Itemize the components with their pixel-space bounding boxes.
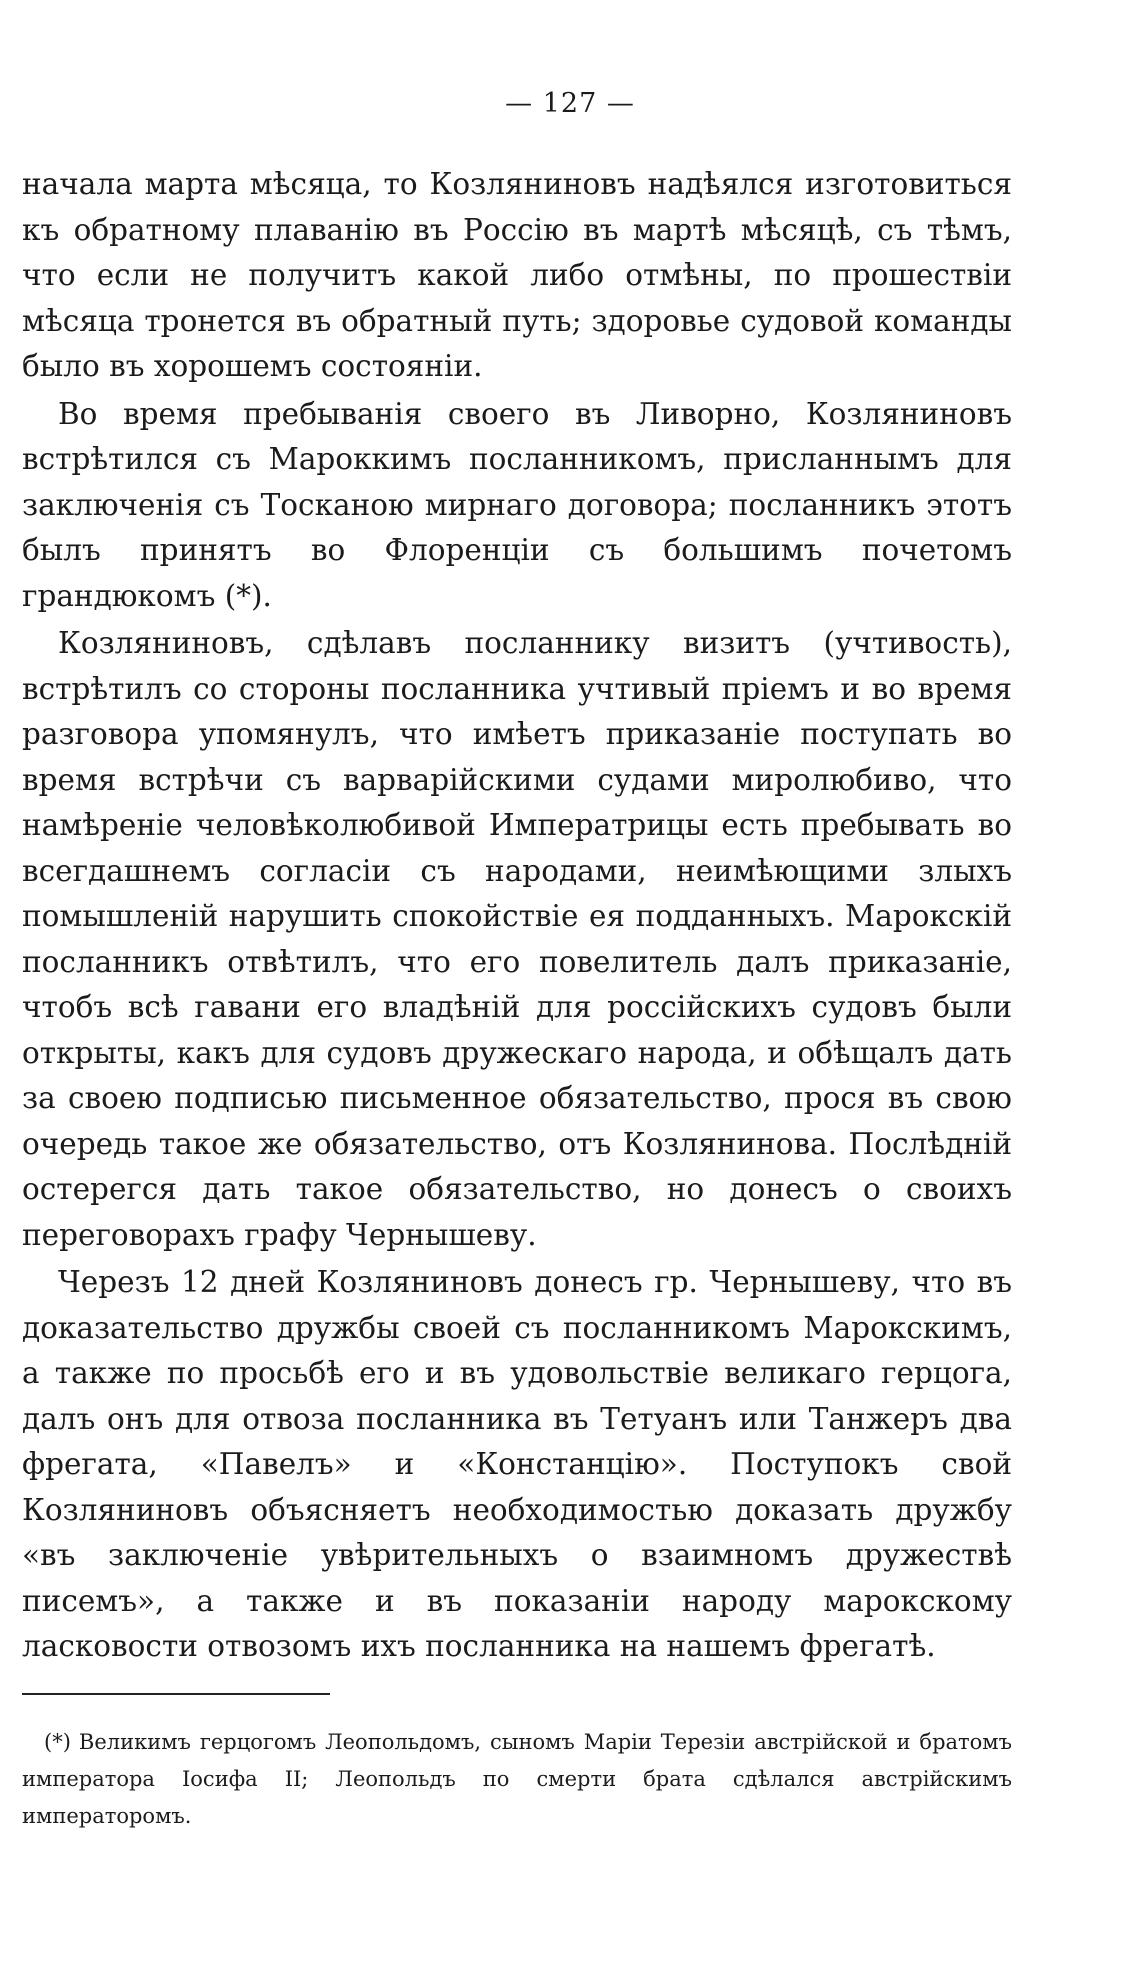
footnote-divider bbox=[22, 1693, 330, 1695]
paragraph-3: Козляниновъ, сдѣлавъ посланнику визитъ (учтивость), встрѣтилъ со стороны посланника учтивый пріемъ и во время разговора упомянулъ, что имѣетъ приказаніе поступать во время встрѣчи съ варварійскими судами миролюбиво, что намѣреніе человѣколюбивой Императрицы есть пребывать во всегдашнемъ согласіи съ народами, неимѣющими злыхъ помышленій нарушить спокойствіе ея подданныхъ. Марокскій посланникъ отвѣтилъ, что его повелитель далъ приказаніе, чтобъ всѣ гавани его владѣній для россійскихъ судовъ были открыты, какъ для судовъ дружескаго народа, и обѣщалъ дать за своею подписью письменное обязательство, прося въ свою очередь такое же обязательство, отъ Козлянинова. Послѣдній остерегся дать такое обязательство, но донесъ о своихъ переговорахъ графу Чернышеву. bbox=[22, 626, 1012, 1252]
paragraph-1: начала марта мѣсяца, то Козляниновъ надѣялся изготовиться къ обратному плаванію въ Россію въ мартѣ мѣсяцѣ, съ тѣмъ, что если не получитъ какой либо отмѣны, по прошествіи мѣсяца тронется въ обратный путь; здоровье судовой команды было въ хорошемъ состояніи. bbox=[22, 167, 1012, 383]
footnote-text: Великимъ герцогомъ Леопольдомъ, сыномъ Маріи Терезіи австрійской и братомъ императора Іосифа II; Леопольдъ по смерти брата сдѣлался австрійскимъ императоромъ. bbox=[22, 1730, 1012, 1828]
footnote bbox=[22, 1724, 1012, 1835]
paragraph-2: Во время пребыванія своего въ Ливорно, Козляниновъ встрѣтился съ Мароккимъ посланникомъ, присланнымъ для заключенія съ Тосканою мирнаго договора; посланникъ этотъ былъ принятъ во Флоренціи съ большимъ почетомъ грандюкомъ (*). bbox=[22, 396, 1012, 613]
body-text bbox=[22, 162, 1012, 1672]
footnote-marker: (*) bbox=[44, 1730, 71, 1754]
page-number: — 127 — bbox=[505, 88, 635, 119]
paragraph-4: Черезъ 12 дней Козляниновъ донесъ гр. Чернышеву, что въ доказательство дружбы своей съ посланникомъ Марокскимъ, а также по просьбѣ его и въ удовольствіе великаго герцога, далъ онъ для отвоза посланника въ Тетуанъ или Танжеръ два фрегата, «Павелъ» и «Констанцію». Поступокъ свой Козляниновъ объясняетъ необходимостью доказать дружбу «въ заключеніе увѣрительныхъ о взаимномъ дружествѣ писемъ», а также и въ показаніи народу марокскому ласковости отвозомъ ихъ посланника на нашемъ фрегатѣ. bbox=[22, 1265, 1012, 1663]
